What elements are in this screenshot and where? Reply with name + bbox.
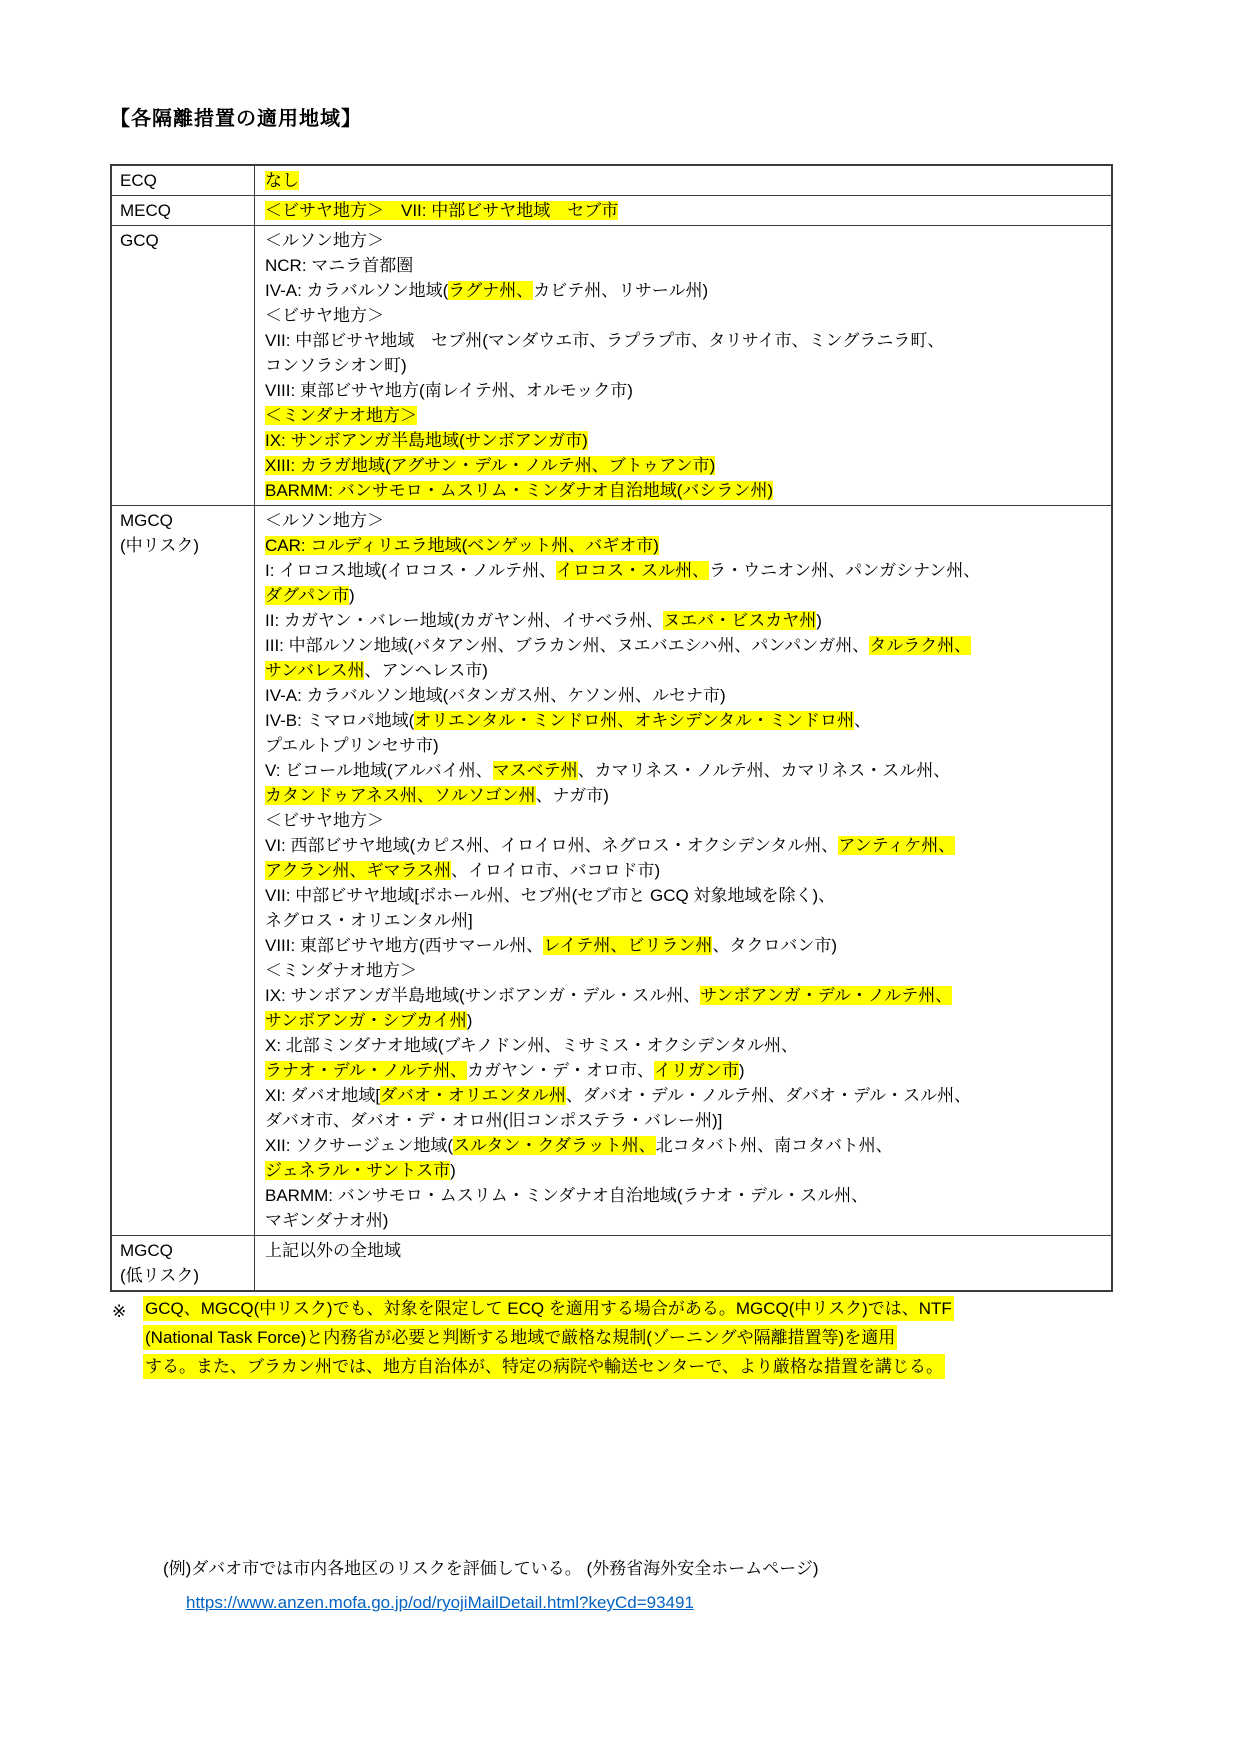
plain-text: カガヤン・デ・オロ市、	[467, 1061, 654, 1080]
highlighted-text: ＜ビサヤ地方＞ VII: 中部ビサヤ地域 セブ市	[265, 201, 619, 220]
highlighted-text: アクラン州、ギマラス州	[265, 861, 451, 880]
row-label-line: (低リスク)	[120, 1266, 199, 1285]
plain-text: ＜ビサヤ地方＞	[265, 306, 384, 325]
content-line	[265, 508, 1101, 533]
content-line	[265, 403, 1101, 428]
external-link[interactable]: https://www.anzen.mofa.go.jp/od/ryojiMailDetail.html?keyCd=93491	[186, 1593, 694, 1612]
content-line	[265, 328, 1101, 353]
content-line	[265, 428, 1101, 453]
plain-text: ラ・ウニオン州、パンガシナン州、	[709, 561, 981, 580]
footnote-line	[143, 1352, 1130, 1381]
highlighted-text: オリエンタル・ミンドロ州、オキシデンタル・ミンドロ州	[414, 711, 855, 730]
plain-text: 、タクロバン市)	[712, 936, 838, 955]
content-line	[265, 1008, 1101, 1033]
footnote-marker: ※	[112, 1302, 127, 1321]
content-line	[265, 278, 1101, 303]
plain-text: XII: ソクサージェン地域(	[265, 1136, 454, 1155]
content-line	[265, 1033, 1101, 1058]
plain-text: カビテ州、リサール州)	[533, 281, 709, 300]
row-content	[255, 226, 1111, 505]
plain-text: ＜ビサヤ地方＞	[265, 811, 384, 830]
content-line	[265, 658, 1101, 683]
row-label-line: (中リスク)	[120, 536, 199, 555]
highlighted-text: ジェネラル・サントス市	[265, 1161, 451, 1180]
row-label-line: MECQ	[120, 201, 171, 220]
content-line	[265, 1083, 1101, 1108]
highlighted-text: IX: サンボアンガ半島地域(サンボアンガ市)	[265, 431, 588, 450]
content-line	[265, 303, 1101, 328]
plain-text: IX: サンボアンガ半島地域(サンボアンガ・デル・スル州、	[265, 986, 701, 1005]
highlighted-text: サンボアンガ・デル・ノルテ州、	[700, 986, 953, 1005]
content-line	[265, 833, 1101, 858]
plain-text: 、	[854, 711, 872, 730]
highlighted-text: タルラク州、	[869, 636, 972, 655]
content-line	[265, 1183, 1101, 1208]
content-line	[265, 783, 1101, 808]
plain-text: ダバオ市、ダバオ・デ・オロ州(旧コンポステラ・バレー州)]	[265, 1111, 723, 1130]
plain-text: IV-B: ミマロパ地域(	[265, 711, 415, 730]
highlighted-text: CAR: コルディリエラ地域(ベンゲット州、バギオ市)	[265, 536, 659, 555]
content-line	[265, 858, 1101, 883]
plain-text: X: 北部ミンダナオ地域(ブキノドン州、ミサミス・オクシデンタル州、	[265, 1036, 799, 1055]
highlighted-text: ＜ミンダナオ地方＞	[265, 406, 417, 425]
content-line	[265, 353, 1101, 378]
content-line	[265, 1058, 1101, 1083]
content-line	[265, 1238, 1101, 1263]
highlighted-text: サンボアンガ・シブカイ州	[265, 1011, 467, 1030]
highlighted-text: する。また、ブラカン州では、地方自治体が、特定の病院や輸送センターで、より厳格な措置を講じる。	[143, 1354, 945, 1379]
highlighted-text: (National Task Force)と内務省が必要と判断する地域で厳格な規制(ゾーニングや隔離措置等)を適用	[143, 1325, 897, 1350]
plain-text: )	[450, 1161, 456, 1180]
highlighted-text: ヌエバ・ビスカヤ州	[663, 611, 817, 630]
highlighted-text: ラグナ州、	[448, 281, 534, 300]
plain-text: I: イロコス地域(イロコス・ノルテ州、	[265, 561, 557, 580]
plain-text: ＜ルソン地方＞	[265, 511, 384, 530]
plain-text: )	[738, 1061, 745, 1080]
content-line	[265, 583, 1101, 608]
row-content	[255, 166, 1111, 195]
highlighted-text: カタンドゥアネス州、ソルソゴン州	[265, 786, 536, 805]
plain-text: III: 中部ルソン地域(バタアン州、ブラカン州、ヌエバエシハ州、パンパンガ州、	[265, 636, 870, 655]
highlighted-text: サンバレス州	[265, 661, 365, 680]
footnote-line	[143, 1323, 1130, 1352]
plain-text: )	[816, 611, 822, 630]
content-line	[265, 1158, 1101, 1183]
highlighted-text: マスベテ州	[492, 761, 578, 780]
plain-text: XI: ダバオ地域[	[265, 1086, 381, 1105]
highlighted-text: イリガン市	[653, 1061, 739, 1080]
plain-text: コンソラシオン町)	[265, 356, 407, 375]
content-line	[265, 933, 1101, 958]
row-label	[112, 506, 255, 1235]
row-label-line: GCQ	[120, 231, 159, 250]
content-line	[265, 168, 1101, 193]
content-line	[265, 733, 1101, 758]
example-note: (例)ダバオ市では市内各地区のリスクを評価している。 (外務省海外安全ホームページ)	[163, 1559, 819, 1578]
content-line	[265, 478, 1101, 503]
content-line	[265, 983, 1101, 1008]
table-row	[112, 166, 1111, 196]
plain-text: )	[466, 1011, 473, 1030]
plain-text: ネグロス・オリエンタル州]	[265, 911, 473, 930]
plain-text: VII: 中部ビサヤ地域[ボホール州、セブ州(セブ市と GCQ 対象地域を除く)、	[265, 886, 836, 905]
highlighted-text: ダグパン市	[265, 586, 349, 605]
row-label	[112, 226, 255, 505]
plain-text: VIII: 東部ビサヤ地方(南レイテ州、オルモック市)	[265, 381, 633, 400]
row-label-line: MGCQ	[120, 511, 173, 530]
content-line	[265, 378, 1101, 403]
content-line	[265, 808, 1101, 833]
content-line	[265, 683, 1101, 708]
row-label	[112, 1236, 255, 1290]
row-label	[112, 166, 255, 195]
plain-text: ＜ミンダナオ地方＞	[265, 961, 417, 980]
footnote-line	[143, 1294, 1130, 1323]
plain-text: 上記以外の全地域	[265, 1241, 401, 1260]
table-row	[112, 1236, 1111, 1290]
plain-text: 、ナガ市)	[535, 786, 609, 805]
plain-text: VII: 中部ビサヤ地域 セブ州(マンダウエ市、ラプラプ市、タリサイ市、ミングラニラ町、	[265, 331, 945, 350]
highlighted-text: BARMM: バンサモロ・ムスリム・ミンダナオ自治地域(バシラン州)	[265, 481, 774, 500]
quarantine-region-table	[110, 164, 1113, 1292]
content-line	[265, 1208, 1101, 1233]
content-line	[265, 908, 1101, 933]
plain-text: 、カマリネス・ノルテ州、カマリネス・スル州、	[577, 761, 951, 780]
row-content	[255, 506, 1111, 1235]
row-content	[255, 196, 1111, 225]
plain-text: 、ダバオ・デル・ノルテ州、ダバオ・デル・スル州、	[565, 1086, 972, 1105]
content-line	[265, 633, 1101, 658]
plain-text: NCR: マニラ首都圏	[265, 256, 414, 275]
highlighted-text: ラナオ・デル・ノルテ州、	[265, 1061, 468, 1080]
content-line	[265, 228, 1101, 253]
plain-text: )	[348, 586, 355, 605]
plain-text: 北コタバト州、南コタバト州、	[655, 1136, 893, 1155]
plain-text: IV-A: カラバルソン地域(バタンガス州、ケソン州、ルセナ市)	[265, 686, 726, 705]
plain-text: IV-A: カラバルソン地域(	[265, 281, 449, 300]
plain-text: VIII: 東部ビサヤ地方(西サマール州、	[265, 936, 544, 955]
highlighted-text: XIII: カラガ地域(アグサン・デル・ノルテ州、ブトゥアン市)	[265, 456, 716, 475]
table-row	[112, 226, 1111, 506]
content-line	[265, 558, 1101, 583]
content-line	[265, 958, 1101, 983]
content-line	[265, 1133, 1101, 1158]
highlighted-text: イロコス・スル州、	[556, 561, 710, 580]
plain-text: V: ビコール地域(アルバイ州、	[265, 761, 493, 780]
content-line	[265, 758, 1101, 783]
page-title: 【各隔離措置の適用地域】	[110, 108, 362, 130]
plain-text: II: カガヤン・バレー地域(カガヤン州、イサベラ州、	[265, 611, 664, 630]
footnote	[110, 1294, 1130, 1381]
content-line	[265, 883, 1101, 908]
content-line	[265, 253, 1101, 278]
plain-text: BARMM: バンサモロ・ムスリム・ミンダナオ自治地域(ラナオ・デル・スル州、	[265, 1186, 869, 1205]
plain-text: 、アンヘレス市)	[364, 661, 488, 680]
row-label	[112, 196, 255, 225]
highlighted-text: レイテ州、ビリラン州	[543, 936, 713, 955]
plain-text: VI: 西部ビサヤ地域(カピス州、イロイロ州、ネグロス・オクシデンタル州、	[265, 836, 839, 855]
table-row	[112, 506, 1111, 1236]
highlighted-text: スルタン・クダラット州、	[453, 1136, 656, 1155]
row-label-line: MGCQ	[120, 1241, 173, 1260]
plain-text: ＜ルソン地方＞	[265, 231, 384, 250]
plain-text: 、イロイロ市、バコロド市)	[450, 861, 661, 880]
row-label-line: ECQ	[120, 171, 157, 190]
plain-text: プエルトプリンセサ市)	[265, 736, 439, 755]
row-content	[255, 1236, 1111, 1290]
content-line	[265, 198, 1101, 223]
plain-text: マギンダナオ州)	[265, 1211, 389, 1230]
highlighted-text: なし	[265, 171, 299, 190]
table-row	[112, 196, 1111, 226]
content-line	[265, 533, 1101, 558]
highlighted-text: アンティケ州、	[838, 836, 956, 855]
highlighted-text: ダバオ・オリエンタル州	[380, 1086, 566, 1105]
content-line	[265, 1108, 1101, 1133]
content-line	[265, 453, 1101, 478]
content-line	[265, 608, 1101, 633]
highlighted-text: GCQ、MGCQ(中リスク)でも、対象を限定して ECQ を適用する場合がある。MGCQ(中リスク)では、NTF	[143, 1296, 954, 1321]
content-line	[265, 708, 1101, 733]
